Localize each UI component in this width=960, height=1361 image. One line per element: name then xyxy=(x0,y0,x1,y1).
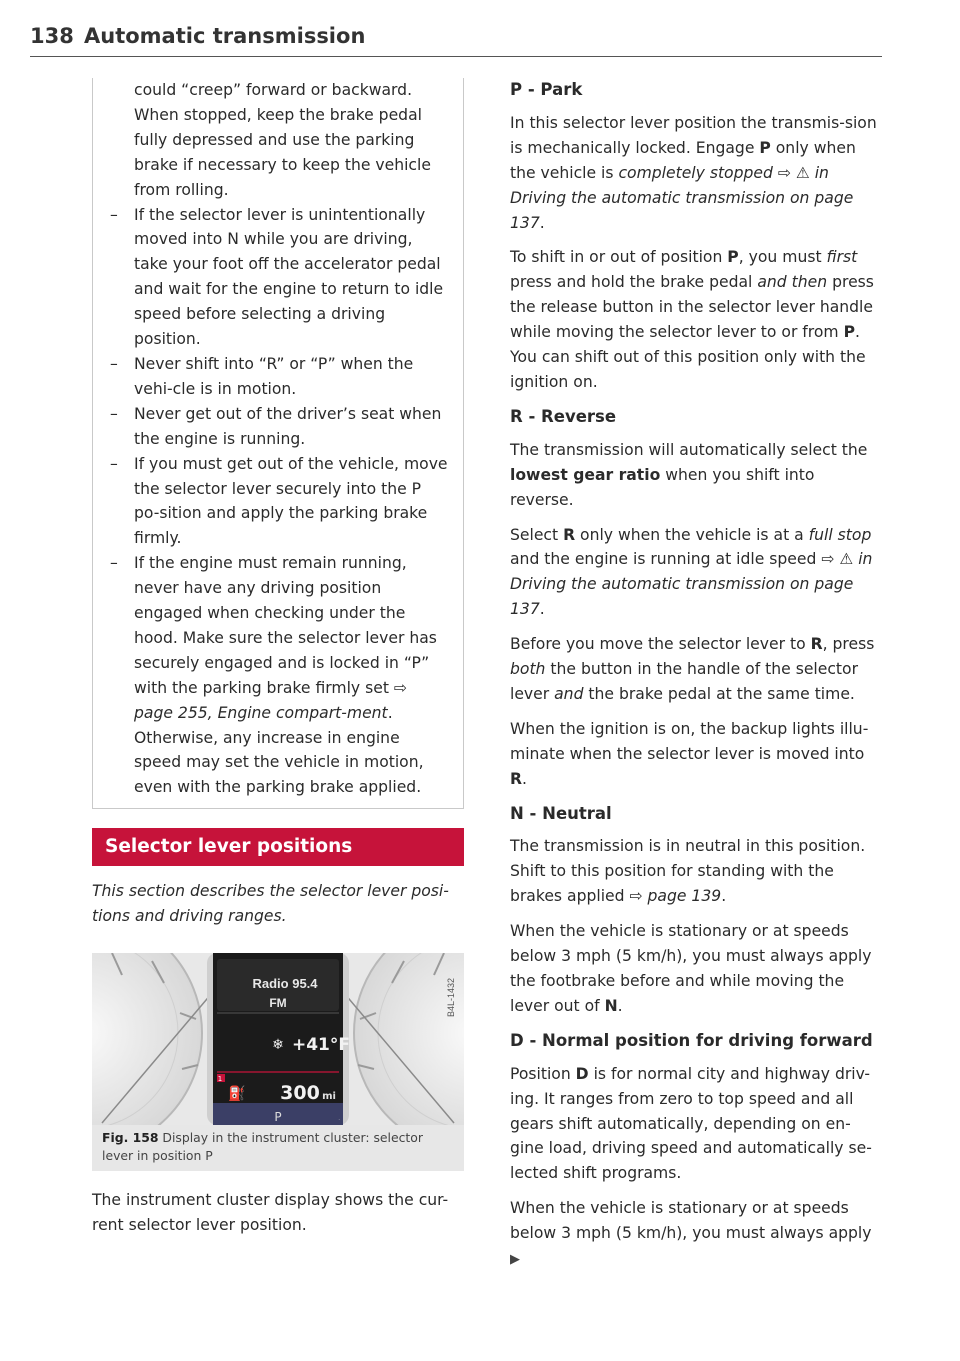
figure-caption-text: Display in the instrument cluster: selector lever in position P xyxy=(102,1130,423,1164)
warning-ref-link[interactable]: ⇨ ⚠ in Driving the automatic transmission on page 137 xyxy=(510,163,854,232)
reverse-paragraph: When the ignition is on, the backup lights illu-minate when the selector lever is moved into R. xyxy=(510,719,869,788)
gear-indicator-text: P xyxy=(274,1110,282,1125)
reverse-paragraph: The transmission will automatically select the lowest gear ratio when you shift into reverse. xyxy=(510,440,868,509)
range-value-text: 300 xyxy=(280,1082,320,1105)
right-column xyxy=(510,78,882,1283)
page-number: 138 xyxy=(30,24,74,48)
figure-label: Fig. 158 xyxy=(102,1130,159,1146)
reverse-paragraph: Before you move the selector lever to R, press both the button in the handle of the selector lever and the brake pedal at the same time. xyxy=(510,635,875,703)
climate-icon: ❄ xyxy=(272,1037,284,1054)
instrument-cluster-figure xyxy=(92,953,464,1125)
park-paragraph: In this selector lever position the transmis-sion is mechanically locked. Engage P only when the vehicle is completely stopped ⇨ ⚠ in Driving the automatic transmission on page 137. xyxy=(510,113,877,232)
svg-text:1: 1 xyxy=(217,1075,223,1084)
outside-temp-text: +41°F xyxy=(291,1035,351,1056)
warning-text: If the engine must remain running, never have any driving position engaged when checking under the hood. Make sure the selector lever has securely engaged and is locked in “P” with the parking brake firmly set xyxy=(134,554,437,697)
svg-text:⛽: ⛽ xyxy=(228,1086,246,1103)
left-column xyxy=(92,78,464,1254)
chapter-title: Automatic transmission xyxy=(84,24,366,48)
park-heading: P - Park xyxy=(510,80,583,99)
drive-paragraph: Position D is for normal city and highway driv-ing. It ranges from zero to top speed and all gears shift automatically, depending on en-gine load, driving speed and automatically se-lected shift programs. xyxy=(510,1064,872,1183)
section-title-bar: Selector lever positions xyxy=(92,828,464,866)
warning-item: – If you must get out of the vehicle, move the selector lever securely into the P po-sition and apply the parking brake firmly. xyxy=(108,452,449,552)
warning-item: – Never get out of the driver’s seat when the engine is running. xyxy=(108,402,449,452)
neutral-paragraph: The transmission is in neutral in this position. Shift to this position for standing with the brakes applied ⇨ page 139. xyxy=(510,837,866,906)
radio-band-text: FM xyxy=(269,996,287,1011)
instrument-cluster-image xyxy=(92,953,464,1125)
figure-caption xyxy=(92,1125,464,1171)
warning-box xyxy=(92,78,464,809)
cluster-description: The instrument cluster display shows the cur-rent selector lever position. xyxy=(92,1191,449,1234)
continue-arrow-icon: ▶ xyxy=(510,1252,520,1268)
reverse-paragraph: Select R only when the vehicle is at a full stop and the engine is running at idle speed ⇨ ⚠ in Driving the automatic transmission on page 137. xyxy=(510,525,873,619)
warning-continued-line: could “creep” forward or backward. xyxy=(134,81,413,99)
neutral-heading: N - Neutral xyxy=(510,803,612,823)
park-paragraph: To shift in or out of position P, you must first press and hold the brake pedal and then press the release button in the selector lever handle while moving the selector lever to or from P. You can shift out of this position only with the ignition on. xyxy=(510,248,874,391)
radio-station-text: Radio 95.4 xyxy=(252,976,318,992)
warning-item: – If the selector lever is unintentionally moved into N while you are driving, take your foot off the accelerator pedal and wait for the engine to return to idle speed before selecting a driving position. xyxy=(108,203,449,352)
page-header xyxy=(30,22,882,57)
warning-item xyxy=(108,551,449,800)
figure-code: B4L-1432 xyxy=(446,978,456,1018)
range-unit-text: mi xyxy=(322,1091,336,1103)
warning-ref-link[interactable]: ⚠ in Driving the automatic transmission on page 137 xyxy=(510,550,873,619)
section-intro: This section describes the selector lever posi-tions and driving ranges. xyxy=(92,882,449,926)
warning-item: – Never shift into “R” or “P” when the vehi-cle is in motion. xyxy=(108,352,449,402)
svg-text:·: · xyxy=(338,1117,340,1124)
drive-paragraph: When the vehicle is stationary or at speeds below 3 mph (5 km/h), you must always apply ▶ xyxy=(510,1199,872,1268)
neutral-paragraph: When the vehicle is stationary or at speeds below 3 mph (5 km/h), you must always apply the footbrake before and while moving the lever out of N. xyxy=(510,922,872,1015)
drive-heading: D - Normal position for driving forward xyxy=(510,1030,873,1050)
warning-list xyxy=(108,203,449,801)
reverse-heading: R - Reverse xyxy=(510,406,617,426)
page-139-link[interactable]: ⇨ page 139 xyxy=(629,887,722,906)
warning-text: . Otherwise, any increase in engine speed may set the vehicle in motion, even with the parking brake applied. xyxy=(134,703,424,797)
warning-continued-text: When stopped, keep the brake pedal fully depressed and use the parking brake if necessary to keep the vehicle from rolling. xyxy=(134,105,431,199)
page-255-link[interactable]: ⇨ page 255, Engine compart-ment xyxy=(134,678,407,722)
